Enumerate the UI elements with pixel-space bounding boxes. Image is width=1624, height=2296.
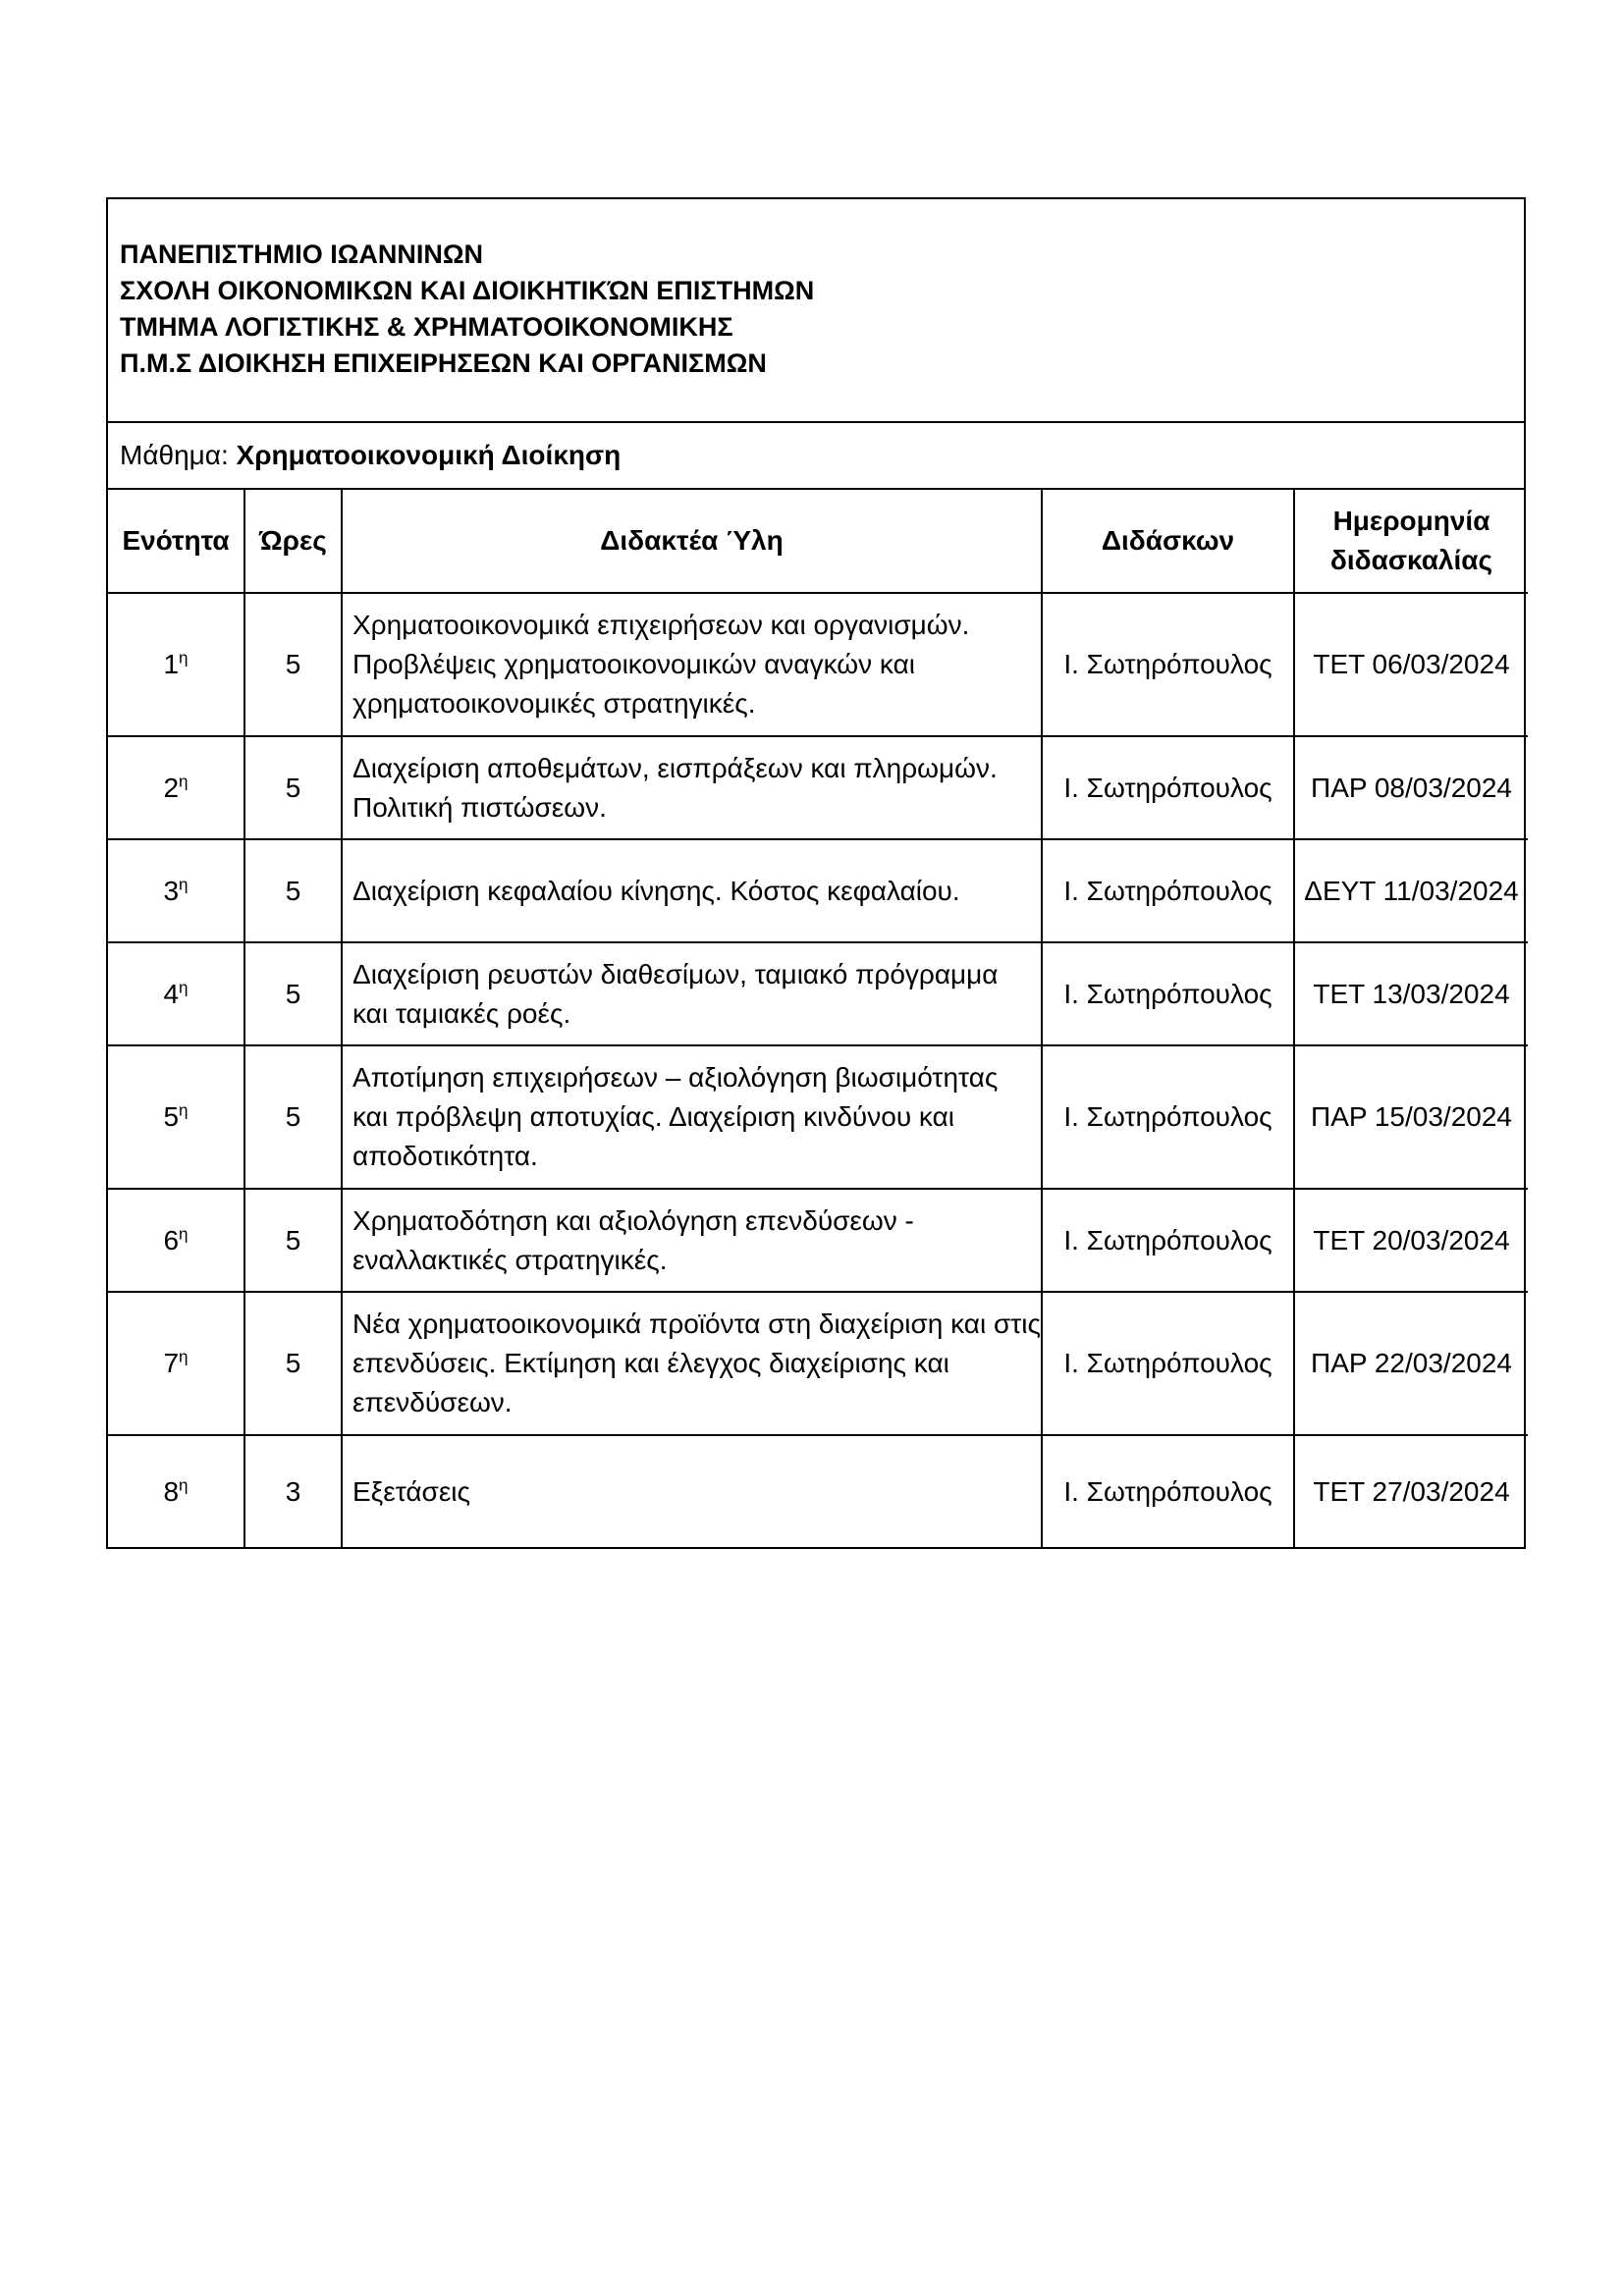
- hours-cell: 5: [244, 1292, 342, 1435]
- institution-header: [108, 199, 1524, 423]
- topic-cell: Διαχείριση αποθεμάτων, εισπράξεων και πληρωμών. Πολιτική πιστώσεων.: [342, 736, 1042, 839]
- hours-cell: 5: [244, 942, 342, 1045]
- unit-number: 3: [163, 875, 180, 906]
- schedule-table: [108, 490, 1528, 1547]
- unit-ordinal: η: [179, 648, 189, 667]
- course-label: Μάθημα:: [120, 440, 229, 470]
- date-cell: ΤΕΤ 20/03/2024: [1294, 1189, 1528, 1292]
- column-header-topic: Διδακτέα Ύλη: [342, 490, 1042, 593]
- hours-cell: 5: [244, 1189, 342, 1292]
- topic-cell: Εξετάσεις: [342, 1435, 1042, 1547]
- unit-number: 7: [163, 1348, 180, 1378]
- unit-ordinal: η: [179, 1475, 189, 1495]
- unit-cell: [108, 942, 244, 1045]
- unit-number: 2: [163, 772, 180, 803]
- unit-ordinal: η: [179, 1100, 189, 1120]
- schedule-document: [106, 197, 1526, 1549]
- date-cell: ΠΑΡ 15/03/2024: [1294, 1045, 1528, 1189]
- unit-cell: [108, 736, 244, 839]
- topic-cell: Χρηματοδότηση και αξιολόγηση επενδύσεων - εναλλακτικές στρατηγικές.: [342, 1189, 1042, 1292]
- table-row: [108, 1189, 1528, 1292]
- topic-cell: Χρηματοοικονομικά επιχειρήσεων και οργανισμών. Προβλέψεις χρηματοοικονομικών αναγκών και χρηματοοικονομικές στρατηγικές.: [342, 593, 1042, 736]
- department-name: ΤΜΗΜΑ ΛΟΓΙΣΤΙΚΗΣ & ΧΡΗΜΑΤΟΟΙΚΟΝΟΜΙΚΗΣ: [120, 312, 733, 342]
- table-row: [108, 593, 1528, 736]
- instructor-cell: Ι. Σωτηρόπουλος: [1042, 942, 1294, 1045]
- program-name: Π.Μ.Σ ΔΙΟΙΚΗΣΗ ΕΠΙΧΕΙΡΗΣΕΩΝ ΚΑΙ ΟΡΓΑΝΙΣΜΩΝ: [120, 348, 767, 378]
- hours-cell: 5: [244, 839, 342, 942]
- unit-cell: [108, 1292, 244, 1435]
- date-cell: ΔΕΥΤ 11/03/2024: [1294, 839, 1528, 942]
- date-cell: ΠΑΡ 08/03/2024: [1294, 736, 1528, 839]
- column-header-unit: Ενότητα: [108, 490, 244, 593]
- instructor-cell: Ι. Σωτηρόπουλος: [1042, 593, 1294, 736]
- table-row: [108, 1045, 1528, 1189]
- unit-cell: [108, 593, 244, 736]
- unit-number: 4: [163, 978, 180, 1009]
- unit-ordinal: η: [179, 875, 189, 894]
- school-name: ΣΧΟΛΗ ΟΙΚΟΝΟΜΙΚΩΝ ΚΑΙ ΔΙΟΙΚΗΤΙΚΏΝ ΕΠΙΣΤΗΜΩΝ: [120, 276, 815, 305]
- table-row: [108, 942, 1528, 1045]
- unit-ordinal: η: [179, 1347, 189, 1366]
- unit-ordinal: η: [179, 978, 189, 997]
- hours-cell: 5: [244, 1045, 342, 1189]
- table-row: [108, 1292, 1528, 1435]
- instructor-cell: Ι. Σωτηρόπουλος: [1042, 1189, 1294, 1292]
- hours-cell: 3: [244, 1435, 342, 1547]
- date-cell: ΤΕΤ 13/03/2024: [1294, 942, 1528, 1045]
- instructor-cell: Ι. Σωτηρόπουλος: [1042, 1292, 1294, 1435]
- unit-ordinal: η: [179, 1224, 189, 1244]
- date-cell: ΤΕΤ 06/03/2024: [1294, 593, 1528, 736]
- unit-number: 6: [163, 1224, 180, 1255]
- column-header-date-line2: διδασκαλίας: [1329, 545, 1493, 575]
- column-header-hours: Ώρες: [244, 490, 342, 593]
- table-row: [108, 839, 1528, 942]
- unit-cell: [108, 1189, 244, 1292]
- column-header-date: [1294, 490, 1528, 593]
- instructor-cell: Ι. Σωτηρόπουλος: [1042, 839, 1294, 942]
- unit-cell: [108, 1045, 244, 1189]
- table-row: [108, 1435, 1528, 1547]
- unit-number: 8: [163, 1475, 180, 1507]
- topic-cell: Αποτίμηση επιχειρήσεων – αξιολόγηση βιωσιμότητας και πρόβλεψη αποτυχίας. Διαχείριση κινδύνου και αποδοτικότητα.: [342, 1045, 1042, 1189]
- column-header-date-line1: Ημερομηνία: [1332, 506, 1490, 536]
- instructor-cell: Ι. Σωτηρόπουλος: [1042, 736, 1294, 839]
- unit-cell: [108, 1435, 244, 1547]
- unit-ordinal: η: [179, 772, 189, 791]
- course-row: [108, 423, 1524, 490]
- table-row: [108, 736, 1528, 839]
- unit-cell: [108, 839, 244, 942]
- table-header-row: [108, 490, 1528, 593]
- course-name: Χρηματοοικονομική Διοίκηση: [236, 440, 622, 470]
- unit-number: 5: [163, 1101, 180, 1132]
- date-cell: ΤΕΤ 27/03/2024: [1294, 1435, 1528, 1547]
- instructor-cell: Ι. Σωτηρόπουλος: [1042, 1045, 1294, 1189]
- topic-cell: Νέα χρηματοοικονομικά προϊόντα στη διαχείριση και στις επενδύσεις. Εκτίμηση και έλεγχος διαχείρισης και επενδύσεων.: [342, 1292, 1042, 1435]
- date-cell: ΠΑΡ 22/03/2024: [1294, 1292, 1528, 1435]
- hours-cell: 5: [244, 736, 342, 839]
- hours-cell: 5: [244, 593, 342, 736]
- topic-cell: Διαχείριση ρευστών διαθεσίμων, ταμιακό πρόγραμμα και ταμιακές ροές.: [342, 942, 1042, 1045]
- column-header-instructor: Διδάσκων: [1042, 490, 1294, 593]
- topic-cell: Διαχείριση κεφαλαίου κίνησης. Κόστος κεφαλαίου.: [342, 839, 1042, 942]
- university-name: ΠΑΝΕΠΙΣΤΗΜΙΟ ΙΩΑΝΝΙΝΩΝ: [120, 240, 483, 269]
- unit-number: 1: [163, 649, 180, 679]
- instructor-cell: Ι. Σωτηρόπουλος: [1042, 1435, 1294, 1547]
